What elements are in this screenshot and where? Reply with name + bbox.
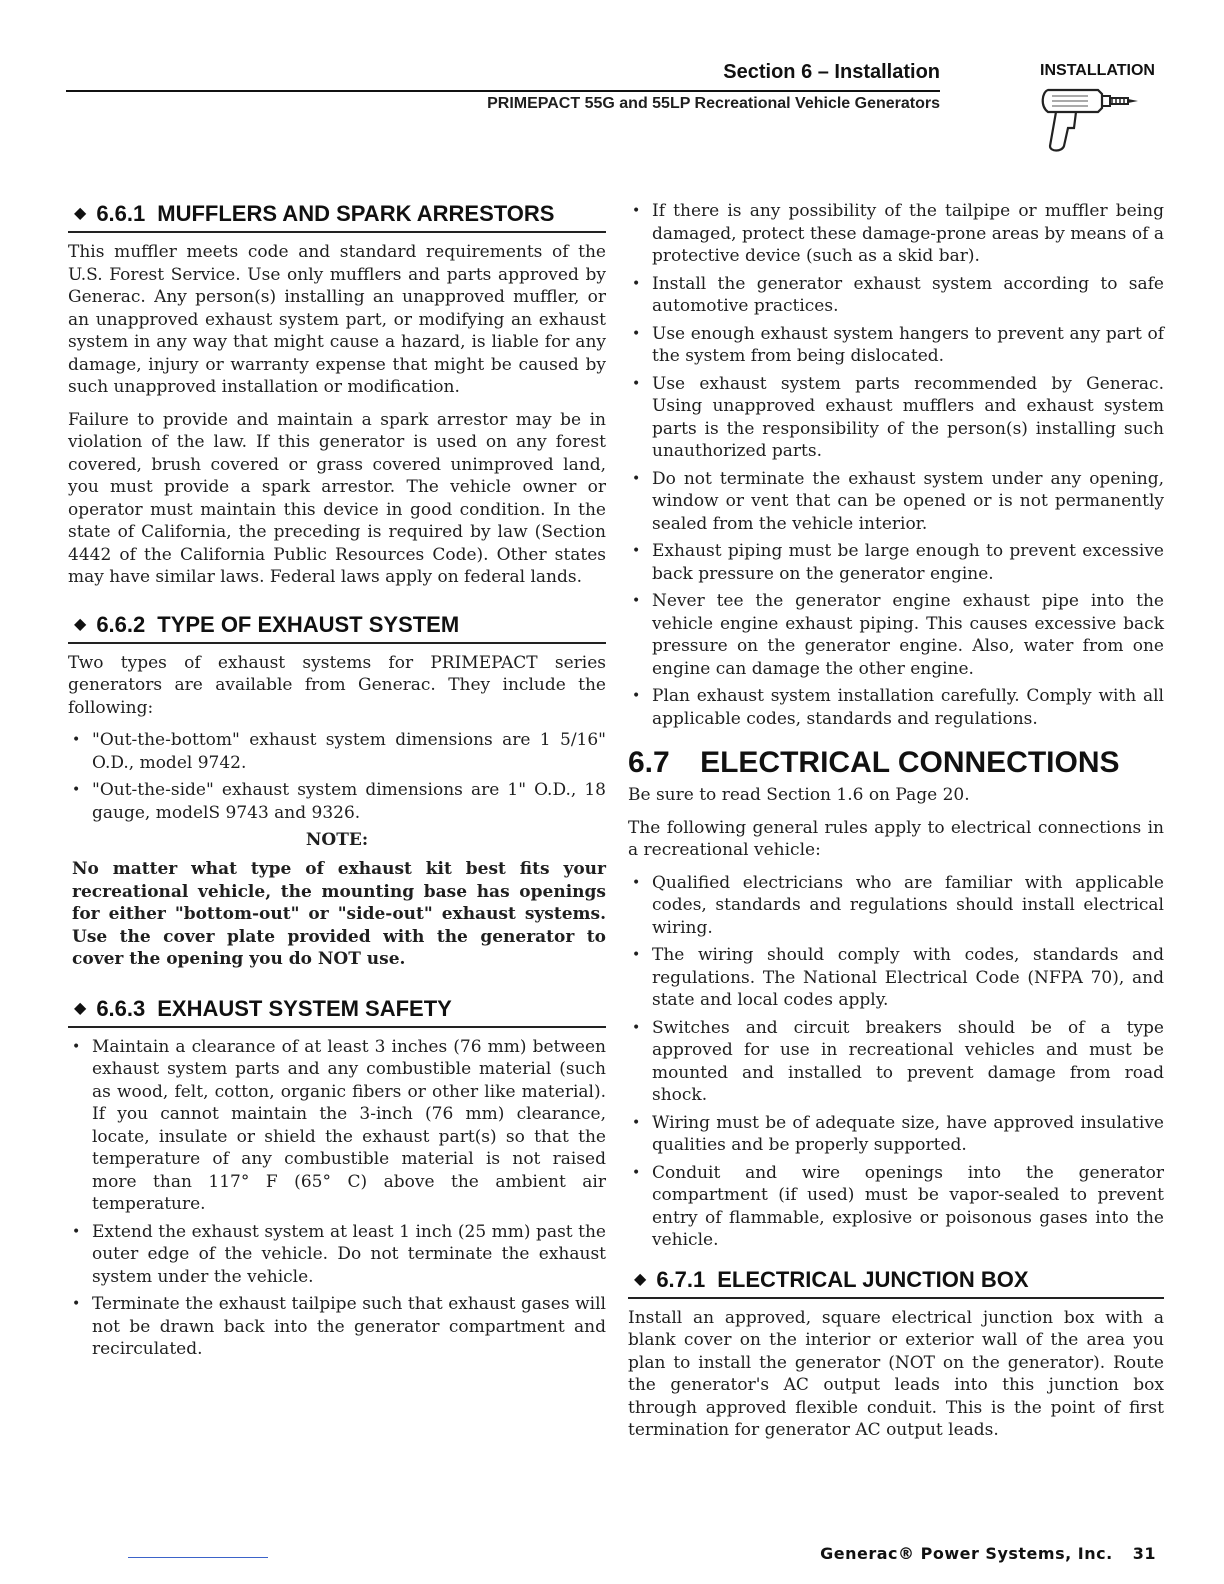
list-item: • "Out-the-side" exhaust system dimensions are 1" O.D., 18 gauge, modelS 9743 and 9326. xyxy=(68,779,606,824)
badge-label: INSTALLATION xyxy=(1040,62,1155,79)
diamond-bullet-icon: ◆ xyxy=(74,205,87,222)
exhaust-safety-list xyxy=(68,1036,606,1361)
section-number: 6.6.1 xyxy=(96,201,146,226)
paragraph: Install an approved, square electrical junction box with a blank cover on the interior or exterior wall of the area you plan to install the generator (NOT on the generator). Route the generator's AC output leads into this junction box through approved flexible conduit. This is the point of first termination for generator AC output leads. xyxy=(628,1307,1164,1440)
list-item: • Use enough exhaust system hangers to prevent any part of the system from being dislocated. xyxy=(628,323,1164,368)
decorative-rule xyxy=(128,1557,268,1558)
section-title: TYPE OF EXHAUST SYSTEM xyxy=(157,611,460,637)
diamond-bullet-icon: ◆ xyxy=(74,615,87,633)
page-header xyxy=(66,60,940,114)
section-6-6-1-heading xyxy=(68,200,606,233)
list-item: • Terminate the exhaust tailpipe such that exhaust gases will not be drawn back into the generator compartment and recirculated. xyxy=(68,1293,606,1361)
list-item: • If there is any possibility of the tailpipe or muffler being damaged, protect these damage-prone areas by means of a protective device (such as a skid bar). xyxy=(628,200,1164,268)
list-item: • Qualified electricians who are familiar with applicable codes, standards and regulations should install electrical wiring. xyxy=(628,872,1164,940)
section-6-6-2-heading xyxy=(68,611,606,644)
list-item: • Use exhaust system parts recommended by Generac. Using unapproved exhaust mufflers and exhaust system parts is the responsibility of the person(s) installing such unauthorized parts. xyxy=(628,373,1164,463)
section-number: 6.6.2 xyxy=(96,611,146,637)
list-item: • Wiring must be of adequate size, have approved insulative qualities and be properly supported. xyxy=(628,1112,1164,1157)
paragraph: Two types of exhaust systems for PRIMEPACT series generators are available from Generac. They include the following: xyxy=(68,652,606,718)
header-subtitle: PRIMEPACT 55G and 55LP Recreational Vehicle Generators xyxy=(487,95,940,112)
section-title: Section 6 – Installation xyxy=(723,61,940,83)
paragraph: This muffler meets code and standard requirements of the U.S. Forest Service. Use only mufflers and parts approved by Generac. Any person(s) installing an unapproved muffler, or an unapproved exhaust system part, or modifying an exhaust system in any way that might cause a hazard, is liable for any damage, injury or warranty expense that might be caused by such unapproved installation or modification. xyxy=(68,242,606,397)
list-item: • Install the generator exhaust system according to safe automotive practices. xyxy=(628,273,1164,318)
header-rule xyxy=(66,90,940,92)
list-item: • Exhaust piping must be large enough to prevent excessive back pressure on the generator engine. xyxy=(628,540,1164,585)
right-column xyxy=(628,200,1164,1452)
footer-company: Generac® Power Systems, Inc. xyxy=(820,1544,1113,1563)
section-6-7-heading xyxy=(628,746,1164,780)
section-title: EXHAUST SYSTEM SAFETY xyxy=(157,995,452,1021)
note-label: NOTE: xyxy=(305,830,369,850)
list-item: • The wiring should comply with codes, standards and regulations. The National Electrical Code (NFPA 70), and state and local codes apply. xyxy=(628,944,1164,1012)
section-title: ELECTRICAL CONNECTIONS xyxy=(700,746,1120,779)
paragraph: Be sure to read Section 1.6 on Page 20. xyxy=(628,785,970,805)
note-text: No matter what type of exhaust kit best fits your recreational vehicle, the mounting base has openings for either "bottom-out" or "side-out" exhaust systems. Use the cover plate provided with the generator to cover the opening you do NOT use. xyxy=(72,859,606,969)
section-6-6-3-heading xyxy=(68,995,606,1028)
section-6-7-1-heading xyxy=(628,1266,1164,1299)
list-item: • Never tee the generator engine exhaust pipe into the vehicle engine exhaust piping. This causes excessive back pressure on the generator engine. Also, water from one engine can damage the other engine. xyxy=(628,590,1164,680)
left-column xyxy=(68,200,606,1367)
list-item: • Maintain a clearance of at least 3 inches (76 mm) between exhaust system parts and any combustible material (such as wood, felt, cotton, organic fibers or other like material). If you cannot maintain the 3-inch (76 mm) clearance, locate, insulate or shield the exhaust part(s) so that the temperature of any combustible material is not raised more than 117° F (65° C) above the ambient air temperature. xyxy=(68,1036,606,1216)
page-number: 31 xyxy=(1132,1544,1156,1563)
list-item: • Switches and circuit breakers should be of a type approved for use in recreational vehicles and must be mounted and installed to prevent damage from road shock. xyxy=(628,1017,1164,1107)
diamond-bullet-icon: ◆ xyxy=(74,999,87,1017)
exhaust-rules-list xyxy=(628,200,1164,730)
section-number: 6.7.1 xyxy=(656,1266,706,1292)
paragraph: The following general rules apply to electrical connections in a recreational vehicle: xyxy=(628,817,1164,860)
list-item: • Extend the exhaust system at least 1 inch (25 mm) past the outer edge of the vehicle. Do not terminate the exhaust system under the vehicle. xyxy=(68,1221,606,1289)
section-title: MUFFLERS AND SPARK ARRESTORS xyxy=(157,201,555,226)
section-number: 6.6.3 xyxy=(96,995,146,1021)
list-item: • Conduit and wire openings into the generator compartment (if used) must be vapor-sealed to prevent entry of flammable, explosive or poisonous gases into the vehicle. xyxy=(628,1162,1164,1252)
list-item: • Do not terminate the exhaust system under any opening, window or vent that can be opened or is not permanently sealed from the vehicle interior. xyxy=(628,468,1164,536)
list-item: • "Out-the-bottom" exhaust system dimensions are 1 5/16" O.D., model 9742. xyxy=(68,729,606,774)
list-item: • Plan exhaust system installation carefully. Comply with all applicable codes, standards and regulations. xyxy=(628,685,1164,730)
electrical-rules-list xyxy=(628,872,1164,1252)
section-number: 6.7 xyxy=(628,746,670,779)
exhaust-type-list xyxy=(68,729,606,824)
drill-icon xyxy=(1038,82,1148,160)
paragraph: Failure to provide and maintain a spark arrestor may be in violation of the law. If this generator is used on any forest covered, brush covered or grass covered unimproved land, you must provide a spark arrestor. The vehicle owner or operator must maintain this device in good condition. In the state of California, the preceding is required by law (Section 4442 of the California Public Resources Code). Other states may have similar laws. Federal laws apply on federal lands. xyxy=(68,409,606,587)
section-title: ELECTRICAL JUNCTION BOX xyxy=(717,1266,1029,1292)
diamond-bullet-icon: ◆ xyxy=(634,1270,647,1288)
installation-badge xyxy=(1030,62,1165,160)
page-footer xyxy=(820,1544,1156,1563)
